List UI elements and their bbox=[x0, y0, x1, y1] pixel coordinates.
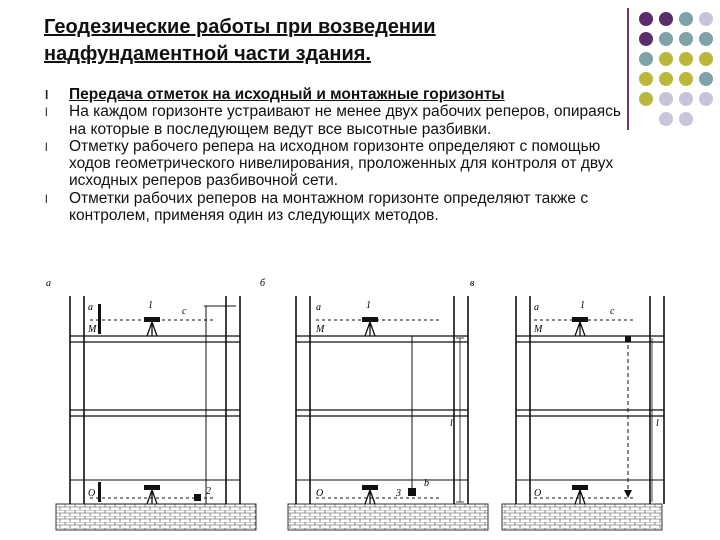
dot bbox=[679, 72, 693, 86]
label-1: 1 bbox=[148, 300, 153, 311]
dot bbox=[699, 12, 713, 26]
label-2: 2 bbox=[206, 486, 211, 497]
dot bbox=[659, 12, 673, 26]
slide-title bbox=[44, 14, 584, 68]
foundation-brick bbox=[56, 504, 256, 530]
dot bbox=[679, 112, 693, 126]
dot bbox=[679, 12, 693, 26]
dot bbox=[659, 52, 673, 66]
label-3: 3 bbox=[396, 488, 401, 499]
dot bbox=[639, 92, 653, 106]
foundation-brick bbox=[502, 504, 662, 530]
dot bbox=[639, 12, 653, 26]
title-line-2: надфундаментной части здания. bbox=[44, 43, 371, 65]
dot bbox=[659, 112, 673, 126]
dot bbox=[639, 52, 653, 66]
dot bbox=[639, 32, 653, 46]
dot bbox=[679, 32, 693, 46]
dot bbox=[639, 72, 653, 86]
label-M: M bbox=[88, 324, 97, 335]
label-O: O bbox=[316, 488, 324, 499]
dot bbox=[659, 92, 673, 106]
bullet-text: Отметку рабочего репера на исходном горизонте определяют с помощью ходов геометрического нивелирования, проложенных для контроля от двух исходных реперов разбивочной сети. bbox=[69, 137, 614, 190]
dot bbox=[699, 52, 713, 66]
label-l: l bbox=[450, 418, 453, 429]
bullet-list bbox=[44, 86, 639, 224]
label-c: c bbox=[610, 306, 615, 317]
label-a: a bbox=[88, 302, 93, 313]
bullet-marker: l bbox=[45, 88, 49, 102]
panel-b bbox=[260, 278, 488, 530]
bullet-marker: l bbox=[45, 139, 48, 154]
bullet-item bbox=[44, 103, 639, 138]
label-a: a bbox=[316, 302, 321, 313]
panel-letter: а bbox=[46, 278, 51, 289]
dot bbox=[699, 92, 713, 106]
dot bbox=[679, 92, 693, 106]
label-l: l bbox=[656, 418, 659, 429]
bullet-marker: l bbox=[45, 191, 48, 206]
dot bbox=[659, 72, 673, 86]
label-M: M bbox=[534, 324, 543, 335]
label-c: c bbox=[182, 306, 187, 317]
label-M: M bbox=[316, 324, 325, 335]
bullet-marker: l bbox=[45, 105, 48, 120]
label-O: O bbox=[88, 488, 96, 499]
panel-a bbox=[46, 278, 256, 530]
title-line-1: Геодезические работы при возведении bbox=[44, 16, 436, 38]
bullet-item bbox=[44, 86, 639, 103]
panel-c bbox=[470, 278, 664, 530]
dot bbox=[699, 72, 713, 86]
bullet-text: На каждом горизонте устраивают не менее двух рабочих реперов, опираясь на которые в последующем ведут все высотные разбивки. bbox=[69, 103, 622, 138]
label-a: a bbox=[534, 302, 539, 313]
bullet-text: Передача отметок на исходный и монтажные горизонты bbox=[69, 86, 505, 103]
dot bbox=[679, 52, 693, 66]
bullet-text: Отметки рабочих реперов на монтажном горизонте определяют также с контролем, применяя один из следующих методов. bbox=[69, 189, 589, 225]
dot bbox=[659, 32, 673, 46]
label-b: b bbox=[424, 478, 429, 489]
foundation-brick bbox=[288, 504, 488, 530]
panel-letter: б bbox=[260, 278, 266, 289]
dot bbox=[699, 32, 713, 46]
bullet-item bbox=[44, 138, 639, 190]
label-O: O bbox=[534, 488, 542, 499]
leveling-methods-figure bbox=[40, 276, 670, 538]
bullet-item bbox=[44, 190, 639, 225]
label-1: 1 bbox=[366, 300, 371, 311]
label-1: 1 bbox=[580, 300, 585, 311]
panel-letter: в bbox=[470, 278, 475, 289]
